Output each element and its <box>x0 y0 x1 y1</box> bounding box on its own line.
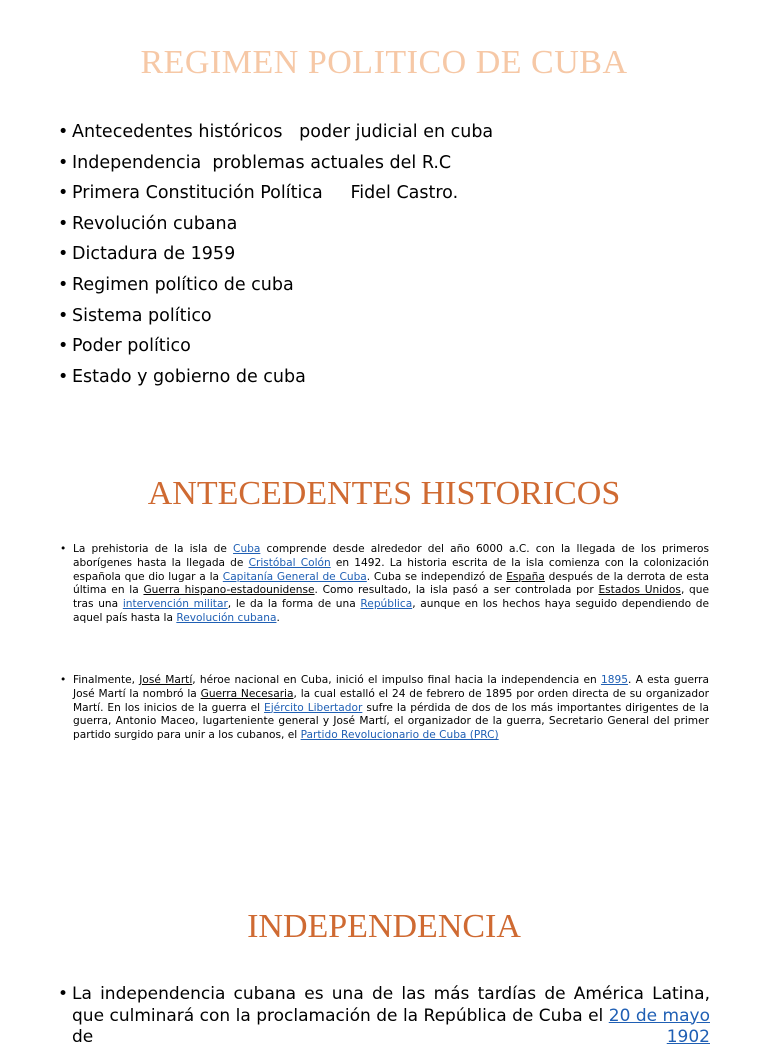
text-run: , que tras una <box>73 584 710 611</box>
link-guerra-hispano[interactable]: Guerra hispano-estadounidense <box>143 584 315 597</box>
text-run: . A esta guerra José Martí la nombró la <box>73 674 710 700</box>
topic-list <box>58 117 493 392</box>
slide-title: REGIMEN POLITICO DE CUBA <box>140 44 628 81</box>
list-item: • Regimen político de cuba <box>58 270 493 301</box>
list-item: • Antecedentes históricos poder judicial en cuba <box>58 117 493 148</box>
list-item: • Estado y gobierno de cuba <box>58 362 493 393</box>
link-cristobal-colon[interactable]: Cristóbal Colón <box>248 556 331 569</box>
link-jose-marti[interactable]: José Martí <box>139 674 193 686</box>
text-run: . Cuba se independizó de <box>366 570 507 583</box>
text-run: Finalmente, <box>73 674 140 686</box>
link-republica[interactable]: República <box>360 598 413 611</box>
list-item: • Revolución cubana <box>58 209 493 240</box>
link-espana[interactable]: España <box>506 570 545 583</box>
link-cuba[interactable]: Cuba <box>233 543 261 555</box>
paragraph <box>58 984 710 1049</box>
paragraph <box>60 674 709 743</box>
link-estados-unidos[interactable]: Estados Unidos <box>598 584 681 597</box>
text-run: . Como resultado, la isla pasó a ser controlada por <box>314 584 599 597</box>
list-item: • Dictadura de 1959 <box>58 239 493 270</box>
text-run: , la cual estalló el 24 de febrero de 1895 por orden directa de su organizador Martí. En los inicios de la guerra el <box>73 687 709 714</box>
text-run: . <box>276 611 280 624</box>
text-run: comprende desde alrededor del año 6000 a.C. con la llegada de los primeros aborígenes hasta la llegada de <box>73 543 709 569</box>
link-partido-revolucionario[interactable]: Partido Revolucionario de Cuba (PRC) <box>300 729 499 742</box>
text-run: La prehistoria de la isla de <box>73 543 234 555</box>
link-20-de-mayo[interactable]: 20 de mayo <box>608 1005 710 1026</box>
bullet-icon: • <box>58 984 69 1004</box>
link-ejercito-libertador[interactable]: Ejército Libertador <box>264 701 363 714</box>
link-1895[interactable]: 1895 <box>600 674 628 686</box>
text-run: de <box>72 1027 667 1047</box>
bullet-icon: • <box>60 543 67 555</box>
paragraph <box>60 543 709 626</box>
list-item: • Sistema político <box>58 301 493 332</box>
list-item: • Independencia problemas actuales del R.C <box>58 148 493 179</box>
text-run: La independencia cubana es una de las más tardías de América Latina, que culminará con la proclamación de la República de Cuba el <box>72 984 710 1026</box>
list-item: • Primera Constitución Política Fidel Castro. <box>58 178 493 209</box>
text-run: , aunque en los hechos haya seguido dependiendo de aquel país hasta la <box>73 598 709 624</box>
text-run: sufre la pérdida de dos de los más importantes dirigentes de la guerra, Antonio Maceo, lugarteniente general y José Martí, el organizador de la guerra, Secretario General del primer partido surgido para unir a los cubanos, el <box>73 701 709 742</box>
link-guerra-necesaria[interactable]: Guerra Necesaria <box>200 687 294 700</box>
text-run: , le da la forma de una <box>227 598 361 611</box>
link-revolucion-cubana[interactable]: Revolución cubana <box>176 611 277 624</box>
text-run: después de la derrota de esta última en la <box>73 570 709 597</box>
slide-title: INDEPENDENCIA <box>247 908 521 945</box>
link-1902[interactable]: 1902 <box>666 1027 710 1047</box>
link-capitania-general[interactable]: Capitanía General de Cuba <box>222 570 367 583</box>
link-intervencion-militar[interactable]: intervención militar <box>122 598 228 611</box>
bullet-icon: • <box>60 674 67 686</box>
slide-title: ANTECEDENTES HISTORICOS <box>147 475 621 512</box>
text-run: en 1492. La historia escrita de la isla comienza con la colonización española que dio lugar a la <box>73 556 710 583</box>
list-item: • Poder político <box>58 331 493 362</box>
text-run: , héroe nacional en Cuba, inició el impulso final hacia la independencia en <box>192 674 601 686</box>
